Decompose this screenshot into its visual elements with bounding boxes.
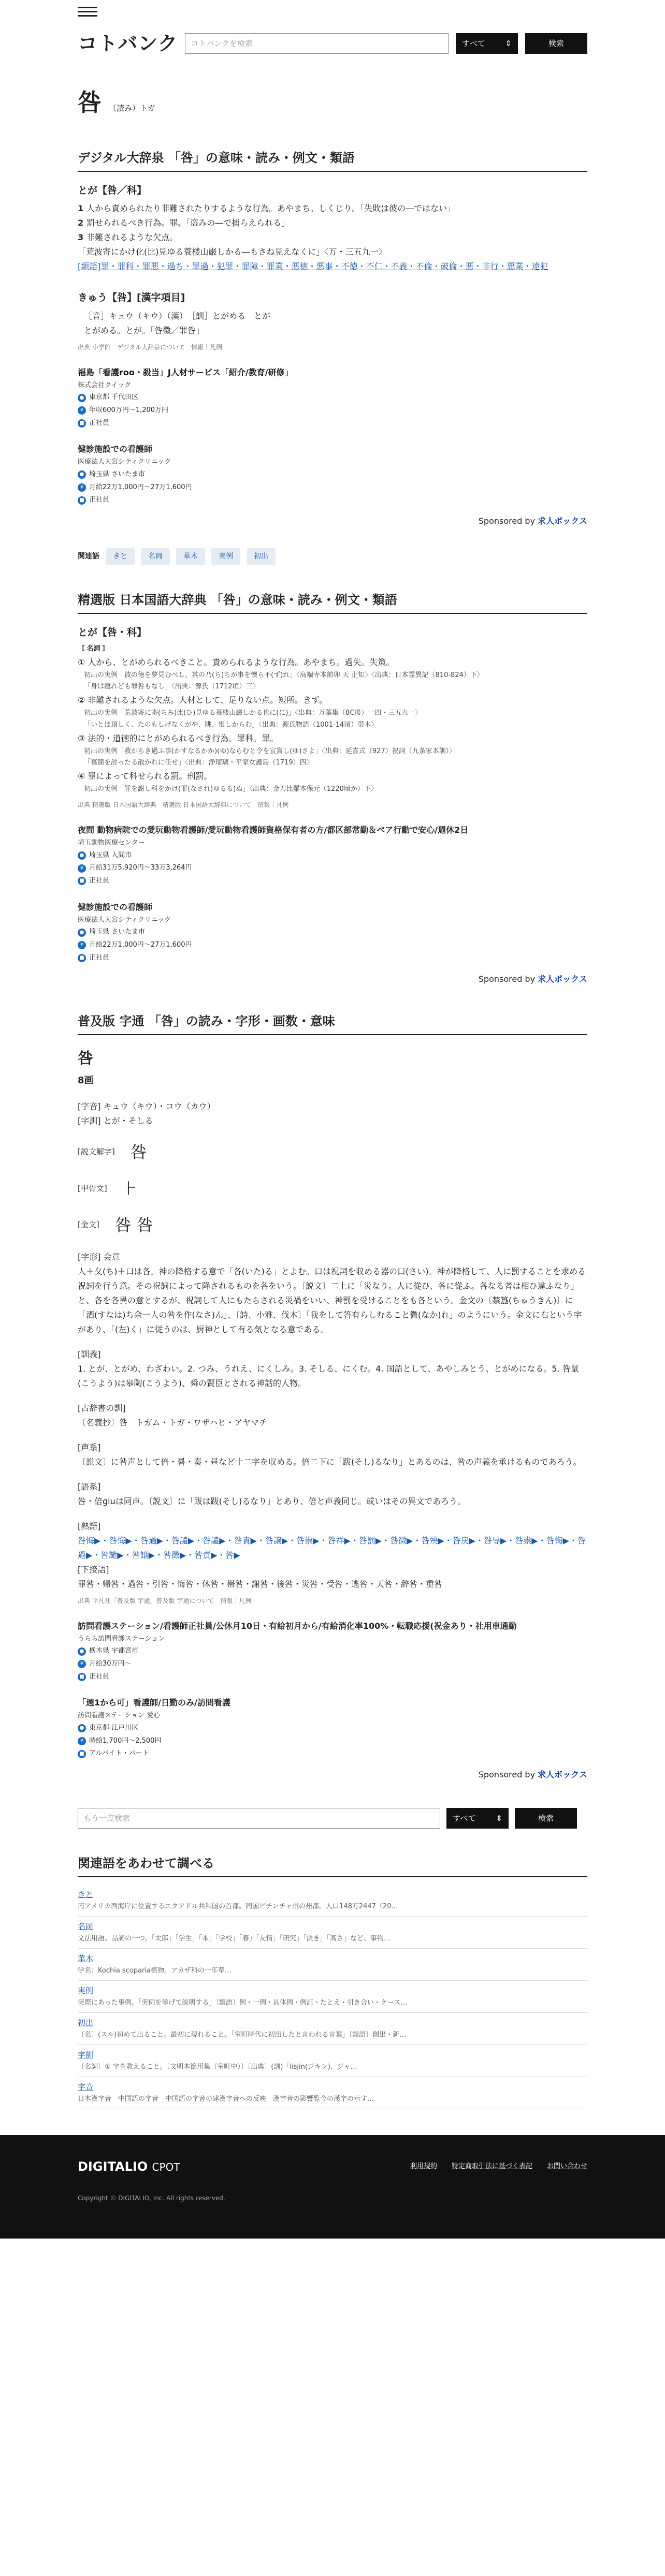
search-input[interactable]: コトバンクを検索 (185, 33, 449, 54)
list-item[interactable]: 字訓 〔名詞〕① 字を教えること。〔文明本節用集（室町中）〕〔出典〕(訓)「lisjin(ジキン)、ジャ… (78, 2045, 587, 2077)
part-of-speech: 〘 名詞 〙 (78, 644, 110, 653)
job-listing[interactable]: 健診施設での看護師 医療法人大宮シティクリニック ● 埼玉県 さいたま市 ¥ 月給22万1,000円〜27万1,600円 ■ 正社員 (78, 442, 587, 507)
oracle-glyph-icon: ⺊ (122, 1180, 137, 1197)
footer-logo[interactable]: DIGITALIO CPOT (78, 2159, 180, 2174)
yen-icon: ¥ (78, 406, 86, 415)
location-icon: ● (78, 394, 86, 402)
briefcase-icon: ■ (78, 419, 86, 428)
yen-icon: ¥ (78, 1660, 86, 1668)
entry-heading-kanji: きゅう【咎】[漢字項目] (78, 292, 185, 304)
glyph-setsumon: [説文解字] 咎 (78, 1138, 587, 1167)
related-words (78, 1852, 587, 2109)
search-scope-select[interactable] (456, 33, 518, 54)
bottom-search (78, 1808, 587, 1829)
menu-icon[interactable] (78, 7, 98, 22)
job-listing[interactable]: 「週1から可」看護師/日勤のみ/訪問看護 訪問看護ステーション 愛心 ● 東京都 江戸川区 ¥ 時給1,700円〜2,500円 ■ アルバイト・パート (78, 1696, 587, 1760)
source-note: 出典 平凡社「普及版 字通」普及版 字通について 情報｜凡例 (78, 1597, 252, 1605)
location-icon: ● (78, 851, 86, 860)
list-item[interactable]: 初出 〔名〕(スル)初めて出ること。最初に現れること。「室町時代に初出したと言われる言葉」〔類語〕創出・新… (78, 2013, 587, 2045)
yen-icon: ¥ (78, 1737, 86, 1745)
list-item[interactable]: 名岡 文法用語。品詞の一つ。「太郎」「学生」「本」「学校」「春」「友情」「研究」「決き」「高さ」など、事物… (78, 1917, 587, 1949)
footer-link-law[interactable]: 特定商取引法に基づく表記 (451, 2162, 532, 2170)
bottom-search-input[interactable]: もう一度検索 (78, 1808, 440, 1829)
definition-1: 1 人から責められたり非難されたりするような行為。あやまち。しくじり。「失敗は彼の―ではない」 (78, 203, 456, 214)
related-tag[interactable]: 華木 (176, 548, 205, 565)
seikei-text: 〔説文〕に咎声として倍・晷・奏・昼など十二字を収める。倍二下に「跋(そし)るなり」とあるのは、咎の声義を承けるものであろう。 (78, 1456, 582, 1467)
kanji-heading: 咎 (78, 1049, 93, 1068)
briefcase-icon: ■ (78, 877, 86, 885)
seal-glyph-icon: 咎 (130, 1142, 147, 1162)
yen-icon: ¥ (78, 483, 86, 492)
related-heading: 関連語をあわせて調べる (78, 1852, 587, 1877)
select-label: すべて (462, 39, 485, 49)
entry-heading: とが【咎／科】 (78, 185, 147, 196)
bottom-scope-select[interactable]: すべて ⇕ (446, 1808, 509, 1829)
kojisho-text: 〔名義抄〕咎 トガム・トガ・ワザハヒ・アヤマチ (78, 1417, 268, 1427)
source-note: 出典 小学館 デジタル大辞泉について 情報｜凡例 (78, 343, 222, 351)
briefcase-icon: ■ (78, 954, 86, 962)
copyright: Copyright © DIGITALIO, Inc. All rights reserved. (78, 2195, 225, 2202)
kanji-on: [字音] キュウ（キウ）・コウ（カウ） (78, 1101, 215, 1111)
briefcase-icon: ■ (78, 1673, 86, 1681)
entry-heading: とが【咎・科】 (78, 626, 147, 638)
job-title[interactable]: 訪問看護ステーション/看護師正社員/公休月10日・有給初月から/有給消化率100%・転職応援(祝金あり・社用車通勤 (78, 1621, 517, 1631)
kanji-meaning: とがめる。とが。「咎徴／罪咎」 (84, 325, 205, 335)
job-company: 株式会社クイック (78, 381, 132, 389)
sponsor-note: Sponsored by 求人ボックス (478, 1770, 587, 1780)
job-listing[interactable]: 訪問看護ステーション/看護師正社員/公休月10日・有給初月から/有給消化率100%・転職応援(祝金あり・社用車通勤 うらら訪問看護ステーション ● 栃木県 宇都宮市 ¥ 月給30万円〜 ■ 正社員 (78, 1619, 587, 1684)
related-tag[interactable]: 初出 (247, 548, 276, 565)
footer-link-terms[interactable]: 利用規約 (410, 2162, 437, 2170)
location-icon: ● (78, 1724, 86, 1732)
related-tag[interactable]: 名岡 (141, 548, 170, 565)
job-title[interactable]: 健診施設での看護師 (78, 444, 153, 454)
sponsor-logo: 求人ボックス (538, 974, 587, 984)
bronze-glyph-icon: 咎 咎 (114, 1215, 153, 1235)
kasetsugo-text: 罪咎・帰咎・過咎・引咎・悔咎・休咎・帯咎・謝咎・後咎・災咎・受咎・逃咎・天咎・辞咎・重咎 (78, 1579, 443, 1589)
word-reading: （読み）トガ (109, 103, 155, 113)
sponsor-logo: 求人ボックス (538, 1770, 587, 1780)
glyph-kinbun: [金文] 咎 咎 (78, 1211, 587, 1240)
gokei-text: 咎・倍giuは同声。〔説文〕に「跋は跋(そし)るなり」とあり、倍と声義同じ。或いはその異文であろう。 (78, 1496, 466, 1506)
definition-3: ③ 法的・道徳的にとがめられるべき行為。罪科。罪。 (78, 733, 279, 743)
glyph-kokotsu: [甲骨文] ⺊ (78, 1176, 587, 1201)
job-title[interactable]: 「週1から可」看護師/日勤のみ/訪問看護 (78, 1698, 230, 1708)
section-heading: デジタル大辞泉 「咎」の意味・読み・例文・類語 (78, 147, 587, 172)
location-icon: ● (78, 1647, 86, 1656)
section-nikkoku: 精選版 日本国語大辞典 「咎」の意味・読み・例文・類語 とが【咎・科】 〘 名詞 〙 ① 人から、とがめられるべきこと。責められるような行為。あやまち。過失。失策。 初出の実例「彼の徳を夢見むべし。其の乃(ち)ちが事を懐ら不(ず)れ」〈高端寺本前卯 天 止知〉〈出典：日本霊異記（810-824）下〉 「身は痩れども罪咎もなし」〈出典：源氏（1712頃）三〉 ② 非難されるような欠点。人材として、足りない点。短所。きず。 初出の実例「荒波寄に寄(ちみ)比(ひ)見ゆる蓑楼山巌しかる也に(に)」〈出典：万葉集（8C後）一四・三五九一〉 「いとほ頂しく、たのもしげなくがや、眺、恨しからむ」〈出典：源氏物語（1001-14頃）帯木〉 ③ 法的・道徳的にとがめられるべき行為。罪科。罪。 初出の実例「教かちき過ふ事(かすなるかか)(ゆ)ならむと令を宣賞し(ゆ)さよ」〈出典：延喜式（927）祝詞（九条家本訓）〉 「裏簡を討ったる散かれに任せ」〈出典：浄瑠璃・平家女護島（1719）四〉 ④ 罪によって科せられる罰。刑罰。 初出の実例「罪を謝し科をかけ(罪(なされ)ゆるる)ぬ」〈出典：金刀比羅本保元（1220頃か）下〉 出典 精選版 日本国語大辞典 精選版 日本国語大辞典について 情報｜凡例 夜間 動物病院での愛玩動物看護師/愛玩動物看護師資格保有者の方/都区部常勤＆ペア行動で安心/週休2日 埼玉動物医療センター ● 埼玉県 入間市 ¥ 月給31万5,920円〜33万3,264円 ■ 正社員 健診施設での看護師 医療法人大宮シティクリニック ● 埼玉県 さいたま市 ¥ 月給22万1,000円〜27万1,600円 ■ 正社員 Sponsored by 求人ボックス (78, 589, 587, 987)
job-listing[interactable]: 健診施設での看護師 医療法人大宮シティクリニック ● 埼玉県 さいたま市 ¥ 月給22万1,000円〜27万1,600円 ■ 正社員 (78, 900, 587, 965)
location-icon: ● (78, 929, 86, 937)
kanji-kun: [字訓] とが・そしる (78, 1115, 153, 1126)
sponsor-note: Sponsored by 求人ボックス (478, 516, 587, 526)
page-title: 咎 (78, 88, 102, 116)
job-listing[interactable]: 夜間 動物病院での愛玩動物看護師/愛玩動物看護師資格保有者の方/都区部常勤＆ペア行動で安心/週休2日 埼玉動物医療センター ● 埼玉県 入間市 ¥ 月給31万5,920円〜33万3,264円 ■ 正社員 (78, 823, 587, 888)
footer-link-contact[interactable]: お問い合わせ (546, 2162, 587, 2170)
search-button[interactable]: 検索 (525, 33, 587, 54)
briefcase-icon: ■ (78, 1750, 86, 1758)
list-item[interactable]: きと 南アメリカ西海岸に位置するエクアドル共和国の首都。同国ピチンチャ州の州都。人口148万2447（20… (78, 1885, 587, 1917)
yen-icon: ¥ (78, 941, 86, 949)
list-item[interactable]: 華木 学名：Kochia scoparia植物。アカザ科の一年草… (78, 1949, 587, 1981)
job-listing[interactable]: 福島「看護roo・殺当」J人材サービス「紹介/教育/研修」 株式会社クイック ● 東京都 千代田区 ¥ 年収600万円〜1,200万円 ■ 正社員 (78, 365, 587, 430)
section-heading: 普及版 字通 「咎」の読み・字形・画数・意味 (78, 1010, 587, 1035)
chevron-updown-icon: ⇕ (505, 39, 512, 49)
location-icon: ● (78, 470, 86, 479)
example-quote: 「荒波寄にかけ化(比)見ゆる蓑楼山巌しかる―もさね見えなくに」〈万・三五九一〉 (78, 247, 387, 257)
stroke-count: 8画 (78, 1075, 94, 1086)
jukugo-links[interactable]: 咎悔▶・咎悔▶・咎過▶・咎譴▶・咎譴▶・咎責▶・咎譲▶・咎祟▶・咎祥▶・咎罰▶・咎徴▶・咎殃▶・咎戻▶・咎辱▶・咎祟▶・咎悔▶・咎過▶・咎譴▶・咎譲▶・咎徴▶・咎責▶・咎▶ (78, 1535, 586, 1560)
related-tag[interactable]: きと (106, 548, 135, 565)
related-tags (78, 548, 587, 565)
sponsor-logo: 求人ボックス (538, 516, 587, 526)
job-company: 医療法人大宮シティクリニック (78, 458, 171, 466)
kungi-text: 1. とが、とがめ、わざわい。2. つみ、うれえ、にくしみ。3. そしる、にくむ。4. 国語として、あやしみとう、とがめになる。5. 咎鼠(こうよう)は皋陶(こうよう)、舜の賢臣とされる神話的人物。 (78, 1363, 579, 1388)
section-daijisen (78, 147, 587, 528)
section-heading: 精選版 日本国語大辞典 「咎」の意味・読み・例文・類語 (78, 589, 587, 614)
related-label: 関連語 (78, 552, 99, 561)
job-title[interactable]: 福島「看護roo・殺当」J人材サービス「紹介/教育/研修」 (78, 367, 293, 377)
definition-4: ④ 罪によって科せられる罰。刑罰。 (78, 771, 212, 782)
related-tag[interactable]: 実例 (211, 548, 240, 565)
definition-2: ② 非難されるような欠点。人材として、足りない点。短所。きず。 (78, 695, 327, 705)
bottom-search-button[interactable]: 検索 (515, 1808, 577, 1829)
definition-2: 2 罰せられるべき行為。罪。「盗みの―で捕らえられる」 (78, 218, 290, 228)
yen-icon: ¥ (78, 864, 86, 873)
sponsor-note: Sponsored by 求人ボックス (478, 974, 587, 984)
briefcase-icon: ■ (78, 496, 86, 505)
source-note: 出典 精選版 日本国語大辞典 精選版 日本国語大辞典について 情報｜凡例 (78, 801, 289, 808)
job-title[interactable]: 健診施設での看護師 (78, 902, 153, 912)
list-item[interactable]: 実例 実際にあった事例。「実例を挙げて説明する」〔類語〕例・一例・具体例・例証・たとえ・引き合い・ケース… (78, 1981, 587, 2013)
list-item[interactable]: 字音 日本漢字音 中国語の字音 中国語の字音の建漢字音への反映 漢字音の影響覧今の漢字の示す… (78, 2077, 587, 2109)
footer (0, 2135, 665, 2239)
jikei-text: 人＋夂(ち)＋口は各。神の降格する意で「各(いた)る」とよむ。口は祝詞を収める器の口(さい)。神が降格して、人に罰することを求める祝詞を行う意。その祝詞によって降されるものを各をいう。〔説文〕二上に「災なり。人に從ひ、各に從ふ。各なる者は相ひ違ふなり」と、各を各異の意とするが、祝詞して人にもたらされる災禍をいい、神罰を受けることをも各という。金文の〔禁簋(ちゅうきん)〕に「酒(すなは)ち余一人の咎を作(なさ)ん」、〔詩、小雅、伐木〕「我をして答有らしむること微(なか)れ」のようにいう。金文に右という字があり、「(左)く」に従うのは、厨神として有る気となる意である。 (78, 1266, 586, 1334)
definition-3: 3 非難されるような欠点。 (78, 232, 178, 243)
section-jitsu: 普及版 字通 「咎」の読み・字形・画数・意味 咎 8画 [字音] キュウ（キウ）・コウ（カウ） [字訓] とが・そしる [説文解字] 咎 [甲骨文] ⺊ [金文] 咎 咎 [字形] 会意 人＋夂(ち)＋口は各。神の降格する意で「各(いた)る」とよむ。口は祝詞を収める器の口(さい)。神が降格して、人に罰することを求める祝詞を行う意。その祝詞によって降されるものを各をいう。〔説文〕二上に「災なり。人に從ひ、各に從ふ。各なる者は相ひ違ふなり」と、各を各異の意とするが、祝詞して人にもたらされる災禍をいい、神罰を受けることをも各という。金文の〔禁簋(ちゅうきん)〕に「酒(すなは)ち余一人の咎を作(なさ)ん」、〔詩、小雅、伐木〕「我をして答有らしむること微(なか)れ」のようにいう。金文に右という字があり、「(左)く」に従うのは、厨神として有る気となる意である。 [訓義] 1. とが、とがめ、わざわい。2. つみ、うれえ、にくしみ。3. そしる、にくむ。4. 国語として、あやしみとう、とがめになる。5. 咎鼠(こうよう)は皋陶(こうよう)、舜の賢臣とされる神話的人物。 [古辞書の訓] 〔名義抄〕咎 トガム・トガ・ワザハヒ・アヤマチ [声系] 〔説文〕に咎声として倍・晷・奏・昼など十二字を収める。倍二下に「跋(そし)るなり」とあるのは、咎の声義を承けるものであろう。 [語系] 咎・倍giuは同声。〔説文〕に「跋は跋(そし)るなり」とあり、倍と声義同じ。或いはその異文であろう。 [熟語] 咎悔▶・咎悔▶・咎過▶・咎譴▶・咎譴▶・咎責▶・咎譲▶・咎祟▶・咎祥▶・咎罰▶・咎徴▶・咎殃▶・咎戻▶・咎辱▶・咎祟▶・咎悔▶・咎過▶・咎譴▶・咎譲▶・咎徴▶・咎責▶・咎▶ [下接語] 罪咎・帰咎・過咎・引咎・悔咎・休咎・帯咎・謝咎・後咎・災咎・受咎・逃咎・天咎・辞咎・重咎 出典 平凡社「普及版 字通」普及版 字通について 情報｜凡例 訪問看護ステーション/看護師正社員/公休月10日・有給初月から/有給消化率100%・転職応援(祝金あり・社用車通勤 うらら訪問看護ステーション ● 栃木県 宇都宮市 ¥ 月給30万円〜 ■ 正社員 「週1から可」看護師/日勤のみ/訪問看護 訪問看護ステーション 愛心 ● 東京都 江戸川区 ¥ 時給1,700円〜2,500円 ■ アルバイト・パート Sponsored by 求人ボックス (78, 1010, 587, 1783)
ruigo-links[interactable]: [類語]罪・罪科・罪悪・過ち・罪過・犯罪・罪障・罪業・悪徳・悪事・不徳・不仁・不義・不倫・破倫・悪・非行・悪業・違犯 (78, 261, 548, 272)
job-title[interactable]: 夜間 動物病院での愛玩動物看護師/愛玩動物看護師資格保有者の方/都区部常勤＆ペア行動で安心/週休2日 (78, 825, 469, 835)
definition-1: ① 人から、とがめられるべきこと。責められるような行為。あやまち。過失。失策。 (78, 657, 395, 667)
site-logo[interactable]: コトバンク (78, 32, 178, 55)
kanji-reading: ［音］キュウ（キウ）（漢） ［訓］とがめる とが (84, 311, 271, 321)
chevron-updown-icon: ⇕ (496, 1814, 502, 1823)
